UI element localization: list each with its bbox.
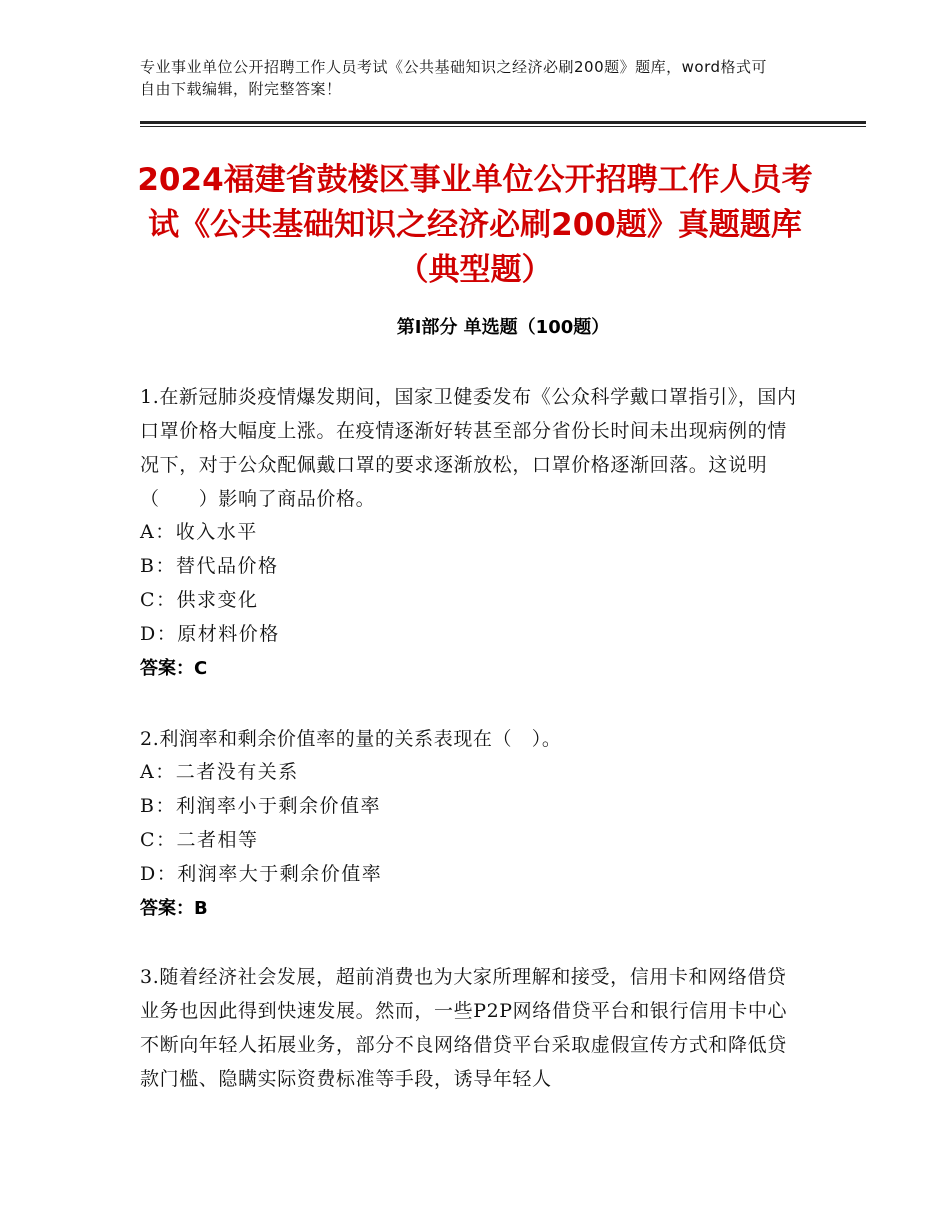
- question-1-option-c: C：供求变化: [140, 589, 259, 611]
- question-1-option-a: A：收入水平: [140, 521, 258, 543]
- question-1-option-d: D：原材料价格: [140, 623, 280, 645]
- question-1-text: 1.在新冠肺炎疫情爆发期间，国家卫健委发布《公众科学戴口罩指引》，国内口罩价格大幅度上涨。在疫情逐渐好转甚至部分省份长时间未出现病例的情况下，对于公众配佩戴口罩的要求逐渐放松，口罩价格逐渐回落。这说明（ ）影响了商品价格。: [140, 386, 797, 510]
- header-divider-thin: [140, 126, 866, 127]
- question-1-option-b: B：替代品价格: [140, 555, 279, 577]
- answer-label: 答案：: [140, 658, 194, 679]
- document-title: 2024福建省鼓楼区事业单位公开招聘工作人员考试《公共基础知识之经济必刷200题》真题题库（典型题）: [137, 162, 813, 288]
- section-heading: 第Ⅰ部分 单选题（100题）: [396, 317, 610, 338]
- question-2-option-d: D：利润率大于剩余价值率: [140, 863, 383, 885]
- answer-label: 答案：: [140, 898, 194, 919]
- question-2-option-a: A：二者没有关系: [140, 761, 299, 783]
- header-note: 专业事业单位公开招聘工作人员考试《公共基础知识之经济必刷200题》题库，word格式可自由下载编辑，附完整答案！: [140, 58, 768, 98]
- question-3-text: 3.随着经济社会发展，超前消费也为大家所理解和接受，信用卡和网络借贷业务也因此得到快速发展。然而，一些P2P网络借贷平台和银行信用卡中心不断向年轻人拓展业务，部分不良网络借贷平台采取虚假宣传方式和降低贷款门槛、隐瞒实际资费标准等手段，诱导年轻人: [140, 966, 788, 1090]
- question-2-option-c: C：二者相等: [140, 829, 259, 851]
- answer-value: C: [194, 658, 208, 679]
- question-2-option-b: B：利润率小于剩余价值率: [140, 795, 381, 817]
- question-2-text: 2.利润率和剩余价值率的量的关系表现在（ ）。: [140, 728, 562, 750]
- question-1-answer: [140, 655, 207, 683]
- question-2-answer: [140, 895, 208, 923]
- header-divider-thick: [140, 121, 866, 124]
- answer-value: B: [194, 898, 208, 919]
